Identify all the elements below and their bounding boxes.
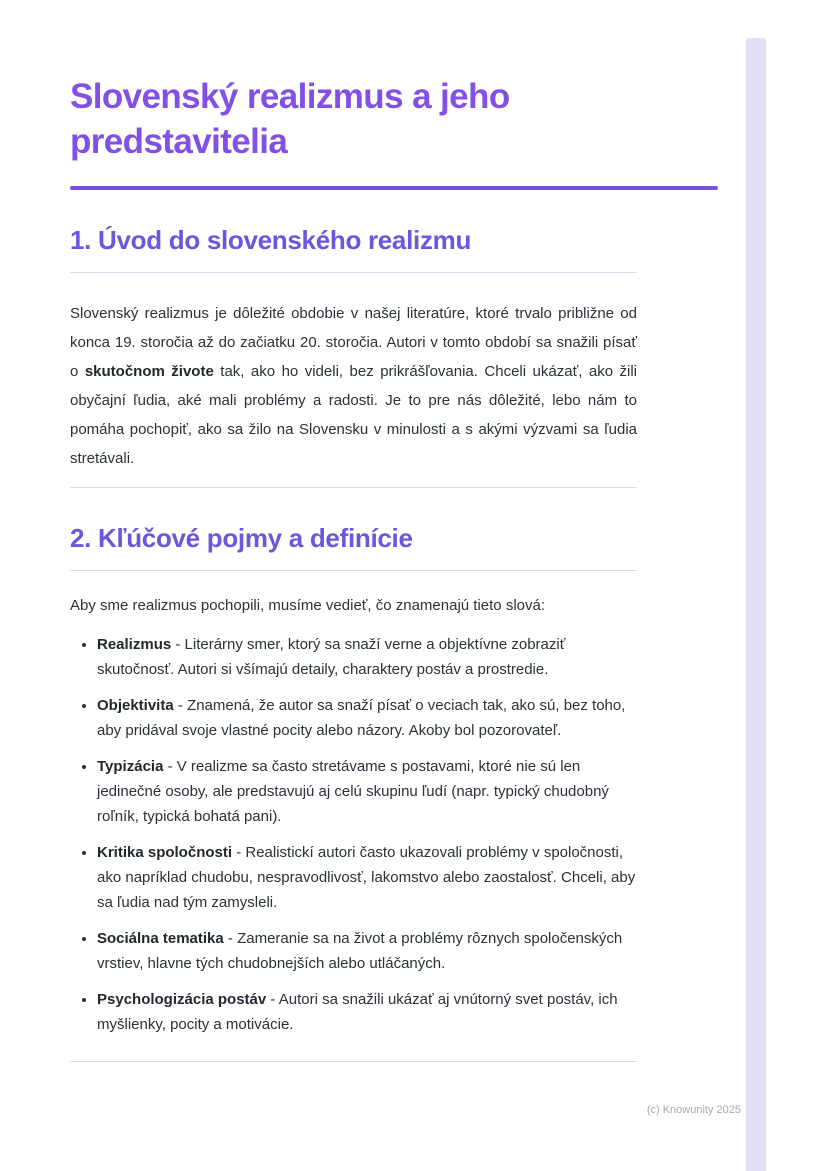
page-title: Slovenský realizmus a jeho predstavitelia <box>70 77 510 161</box>
list-item <box>97 987 637 1037</box>
divider <box>70 1061 637 1062</box>
term-label: Objektivita <box>97 696 174 714</box>
list-item <box>97 754 637 829</box>
scrollbar-track[interactable] <box>746 38 766 1171</box>
term-label: Sociálna tematika <box>97 929 224 947</box>
title-underline-rule <box>70 186 718 190</box>
term-definition: - V realizme sa často stretávame s postavami, ktoré nie sú len jedinečné osoby, ale predstavujú aj celú skupinu ľudí (napr. typický chudobný roľník, typická bohatá pani). <box>97 757 609 825</box>
term-definition: - Znamená, že autor sa snaží písať o veciach tak, ako sú, bez toho, aby pridával svoje vlastné pocity alebo názory. Akoby bol pozorovateľ. <box>97 696 626 739</box>
paragraph-text-start: Slovenský realizmus je dôležité obdobie v našej literatúre, ktoré trvalo približne od konca 19. storočia až do začiatku 20. storočia. Autori v tomto období sa snažili písať o <box>70 304 637 380</box>
list-item <box>97 693 637 743</box>
list-item <box>97 840 637 915</box>
paragraph-text-end: tak, ako ho videli, bez prikrášľovania. Chceli ukázať, ako žili obyčajní ľudia, aké mali problémy a radosti. Je to pre nás dôležité, lebo nám to pomáha pochopiť, ako sa žilo na Slovensku v minulosti a s akými výzvami sa ľudia stretávali. <box>70 362 637 467</box>
term-label: Typizácia <box>97 757 164 775</box>
list-item <box>97 632 637 682</box>
term-definition: - Autori sa snažili ukázať aj vnútorný svet postáv, ich myšlienky, pocity a motivácie. <box>97 990 618 1033</box>
divider <box>70 272 637 273</box>
section-heading-2: 2. Kľúčové pojmy a definície <box>70 522 413 553</box>
term-label: Realizmus <box>97 635 172 653</box>
term-label: Psychologizácia postáv <box>97 990 267 1008</box>
term-definition: - Zameranie sa na život a problémy rôznych spoločenských vrstiev, hlavne tých chudobnejších alebo utláčaných. <box>97 929 623 972</box>
intro-paragraph <box>70 299 637 473</box>
paragraph-bold-phrase: skutočnom živote <box>84 362 214 380</box>
section-heading-1: 1. Úvod do slovenského realizmu <box>70 224 472 255</box>
term-definition: - Realistickí autori často ukazovali problémy v spoločnosti, ako napríklad chudobu, nespravodlivosť, lakomstvo alebo zaostalosť. Chceli, aby sa ľudia nad tým zamysleli. <box>97 843 636 911</box>
term-label: Kritika spoločnosti <box>97 843 233 861</box>
section-terms <box>70 523 828 1037</box>
divider <box>70 487 637 488</box>
terms-intro-text: Aby sme realizmus pochopili, musíme vedieť, čo znamenajú tieto slová: <box>70 596 546 614</box>
divider <box>70 570 637 571</box>
terms-list <box>70 632 637 1037</box>
list-item <box>97 926 637 976</box>
copyright-text: (c) Knowunity 2025 <box>646 1104 741 1116</box>
section-intro <box>70 225 828 473</box>
term-definition: - Literárny smer, ktorý sa snaží verne a objektívne zobraziť skutočnosť. Autori si všímajú detaily, charaktery postáv a prostredie. <box>97 635 566 678</box>
